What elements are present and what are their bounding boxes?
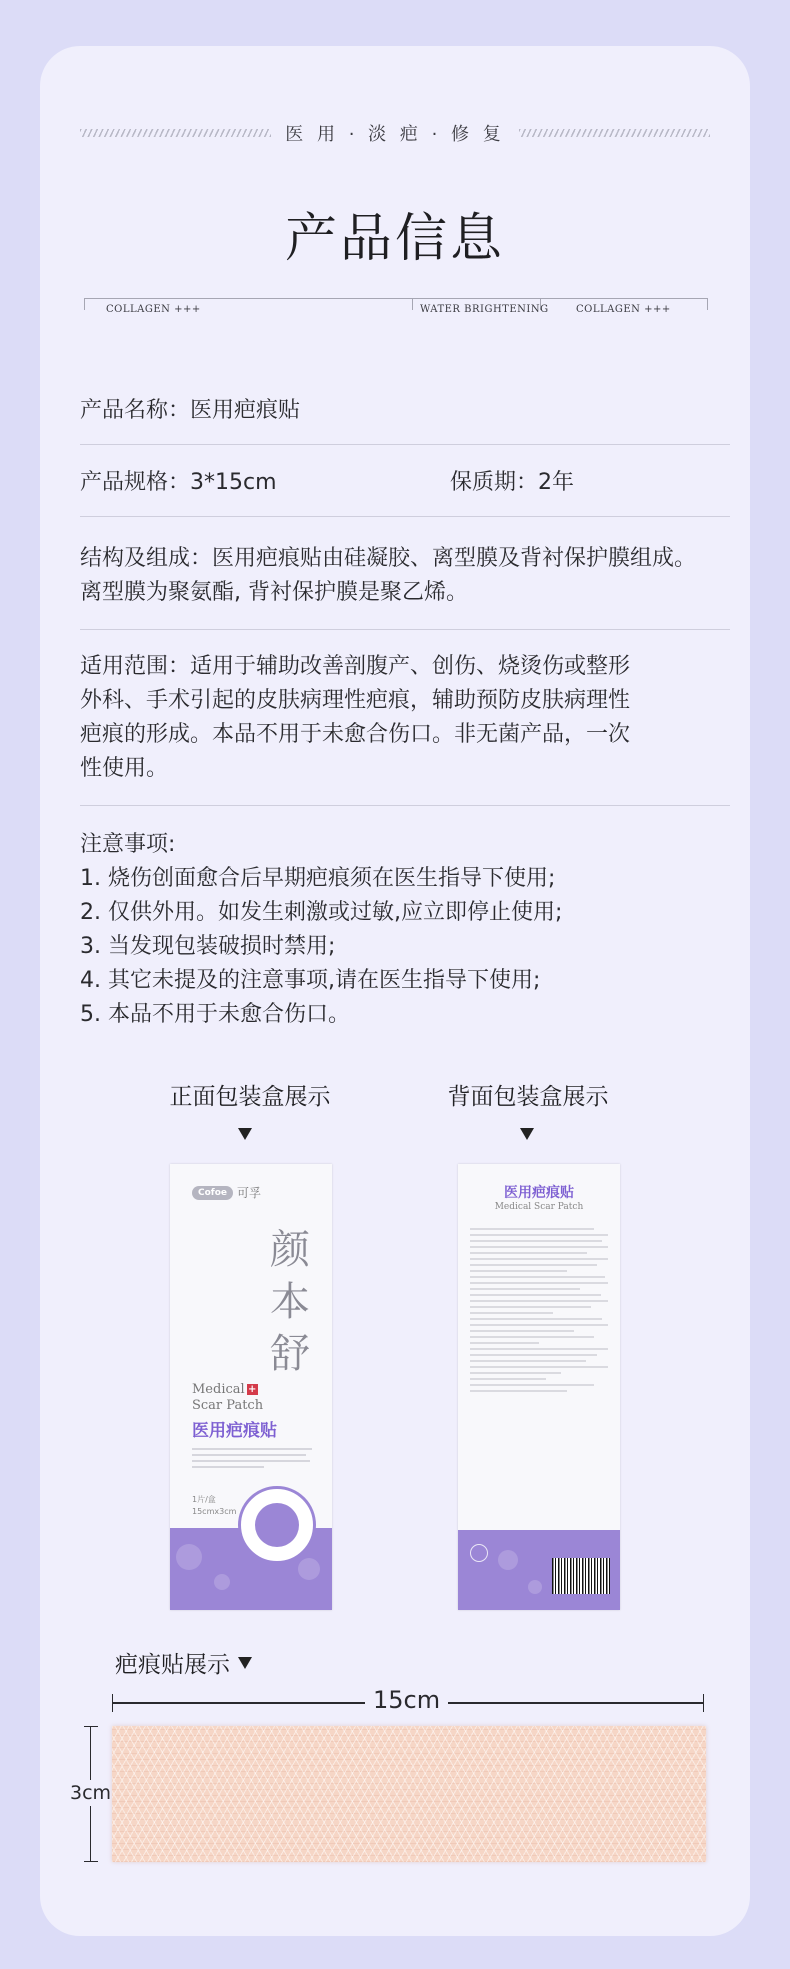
divider [80, 444, 730, 445]
scope-block [80, 650, 730, 786]
divider [80, 629, 730, 630]
dimension-cap [84, 1861, 98, 1862]
brand-logo [192, 1184, 261, 1201]
front-small-text [192, 1448, 312, 1472]
product-en-line: Medical [192, 1382, 245, 1397]
ruler-tick [84, 298, 85, 310]
note-item: 5. 本品不用于未愈合伤口。 [80, 1002, 350, 1027]
patch-title-text: 疤痕贴展示 [115, 1652, 230, 1678]
front-spec-line: 15cmx3cm [192, 1507, 237, 1516]
dimension-cap [112, 1694, 113, 1712]
barcode [552, 1558, 610, 1594]
down-arrow-icon [238, 1657, 252, 1669]
back-box-header [458, 1182, 620, 1216]
product-en-line: Scar Patch [192, 1398, 264, 1413]
note-item: 3. 当发现包装破损时禁用; [80, 934, 336, 959]
page-title: 产品信息 [284, 209, 505, 269]
ruler-label: WATER BRIGHTENING [420, 304, 549, 315]
scar-patch-image [112, 1726, 706, 1862]
product-en-name [192, 1382, 263, 1414]
structure-line: 结构及组成：医用疤痕贴由硅凝胶、离型膜及背衬保护膜组成。 [80, 546, 697, 571]
certification-seal-icon [238, 1486, 316, 1564]
scope-line: 适用范围：适用于辅助改善剖腹产、创伤、烧烫伤或整形 [80, 654, 631, 679]
scope-line: 疤痕的形成。本品不用于未愈合伤口。非无菌产品，一次 [80, 722, 631, 747]
back-package-title: 背面包装盒展示 [447, 1084, 609, 1110]
tagline-text: 医 用 · 淡 疤 · 修 复 [285, 124, 505, 145]
note-item: 4. 其它未提及的注意事项,请在医生指导下使用; [80, 968, 541, 993]
bubble-decoration [214, 1574, 230, 1590]
back-cn-name: 医用疤痕贴 [504, 1185, 574, 1201]
tagline-dash-left [80, 129, 271, 137]
structure-line: 离型膜为聚氨酯, 背衬保护膜是聚乙烯。 [80, 580, 468, 605]
front-package-title: 正面包装盒展示 [169, 1084, 331, 1110]
product-spec: 产品规格：3*15cm [80, 470, 277, 495]
brand-calligraphy: 颜本舒 [270, 1227, 310, 1377]
structure-block [80, 542, 730, 610]
brand-logo-pill: Cofoe [192, 1186, 233, 1200]
divider [80, 516, 730, 517]
tagline-dash-right [519, 129, 710, 137]
brand-mark-icon [470, 1544, 488, 1562]
bubble-decoration [298, 1558, 320, 1580]
scope-line: 性使用。 [80, 756, 169, 781]
down-arrow-icon [520, 1128, 534, 1140]
scope-line: 外科、手术引起的皮肤病理性疤痕，辅助预防皮肤病理性 [80, 688, 631, 713]
dimension-cap [703, 1694, 704, 1712]
width-label: 15cm [365, 1686, 448, 1714]
ruler-label: COLLAGEN +++ [576, 304, 671, 315]
ruler-line [84, 298, 708, 299]
seal-hand-icon [255, 1503, 299, 1547]
front-spec-line: 1片/盒 [192, 1495, 216, 1504]
down-arrow-icon [238, 1128, 252, 1140]
notes-block [80, 828, 730, 1032]
dimension-cap [84, 1726, 98, 1727]
front-spec [192, 1494, 236, 1518]
bubble-decoration [528, 1580, 542, 1594]
ruler-label: COLLAGEN +++ [106, 304, 201, 315]
patch-section-title [115, 1646, 252, 1679]
product-name: 产品名称：医用疤痕贴 [80, 398, 301, 423]
bubble-decoration [498, 1550, 518, 1570]
ruler-tick [707, 298, 708, 310]
tagline [80, 118, 710, 148]
ruler-tick [412, 298, 413, 310]
back-en-name: Medical Scar Patch [494, 1202, 584, 1212]
note-item: 2. 仅供外用。如发生刺激或过敏,应立即停止使用; [80, 900, 563, 925]
divider [80, 805, 730, 806]
medical-cross-icon: + [247, 1384, 257, 1395]
back-package-box [458, 1164, 620, 1610]
decorative-ruler [84, 296, 708, 316]
brand-logo-text: 可孚 [237, 1186, 262, 1200]
height-label: 3cm [70, 1782, 112, 1804]
product-cn-name: 医用疤痕贴 [192, 1421, 277, 1441]
bubble-decoration [176, 1544, 202, 1570]
notes-title: 注意事项: [80, 832, 176, 857]
back-small-text [470, 1228, 608, 1396]
shelf-life: 保质期：2年 [450, 470, 574, 495]
note-item: 1. 烧伤创面愈合后早期疤痕须在医生指导下使用; [80, 866, 556, 891]
front-package-box [170, 1164, 332, 1610]
